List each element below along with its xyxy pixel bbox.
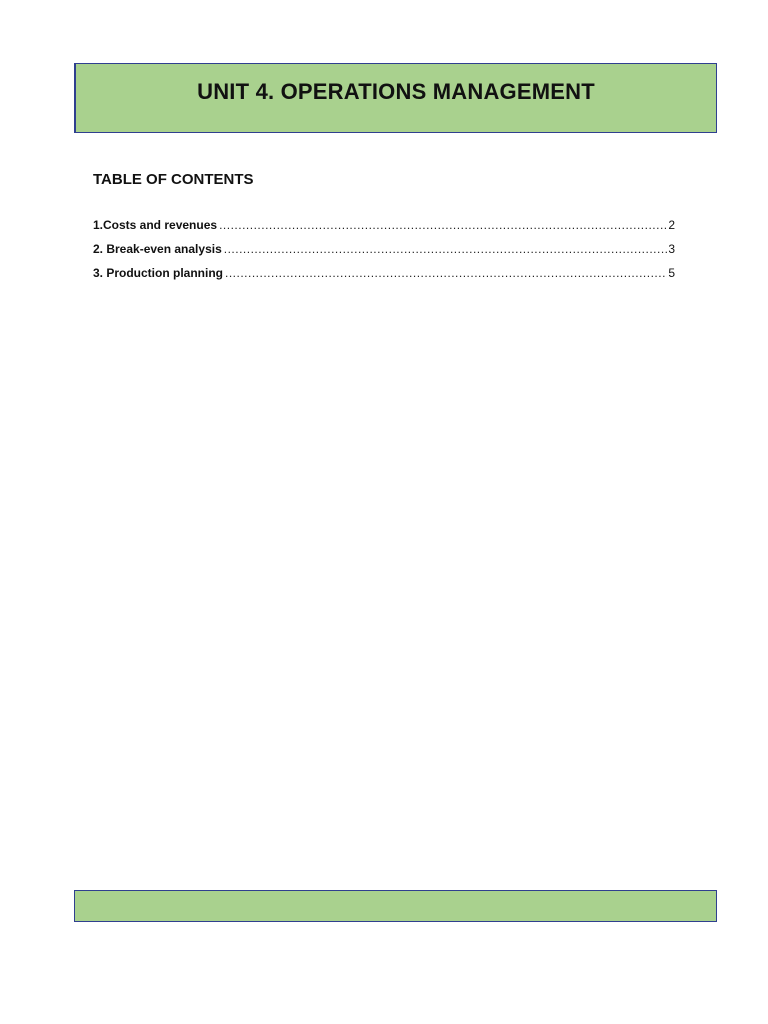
toc-entry[interactable] — [93, 266, 675, 290]
toc-entry-page: 3 — [668, 242, 675, 256]
toc-entry-label: 3. Production planning — [93, 266, 223, 280]
toc-heading: TABLE OF CONTENTS — [93, 171, 254, 188]
toc-entry[interactable] — [93, 218, 675, 242]
title-banner — [74, 63, 717, 133]
toc-entry-label: 2. Break-even analysis — [93, 242, 222, 256]
toc-entry-page: 5 — [668, 266, 675, 280]
toc-leader-dots — [224, 242, 668, 256]
toc-entry-page: 2 — [668, 218, 675, 232]
toc-entry-label: 1.Costs and revenues — [93, 218, 218, 232]
toc-entry[interactable] — [93, 242, 675, 266]
page-title: UNIT 4. OPERATIONS MANAGEMENT — [197, 79, 595, 104]
toc-leader-dots — [219, 218, 667, 232]
footer-banner — [74, 890, 717, 922]
table-of-contents — [93, 218, 675, 290]
toc-leader-dots — [225, 266, 667, 280]
